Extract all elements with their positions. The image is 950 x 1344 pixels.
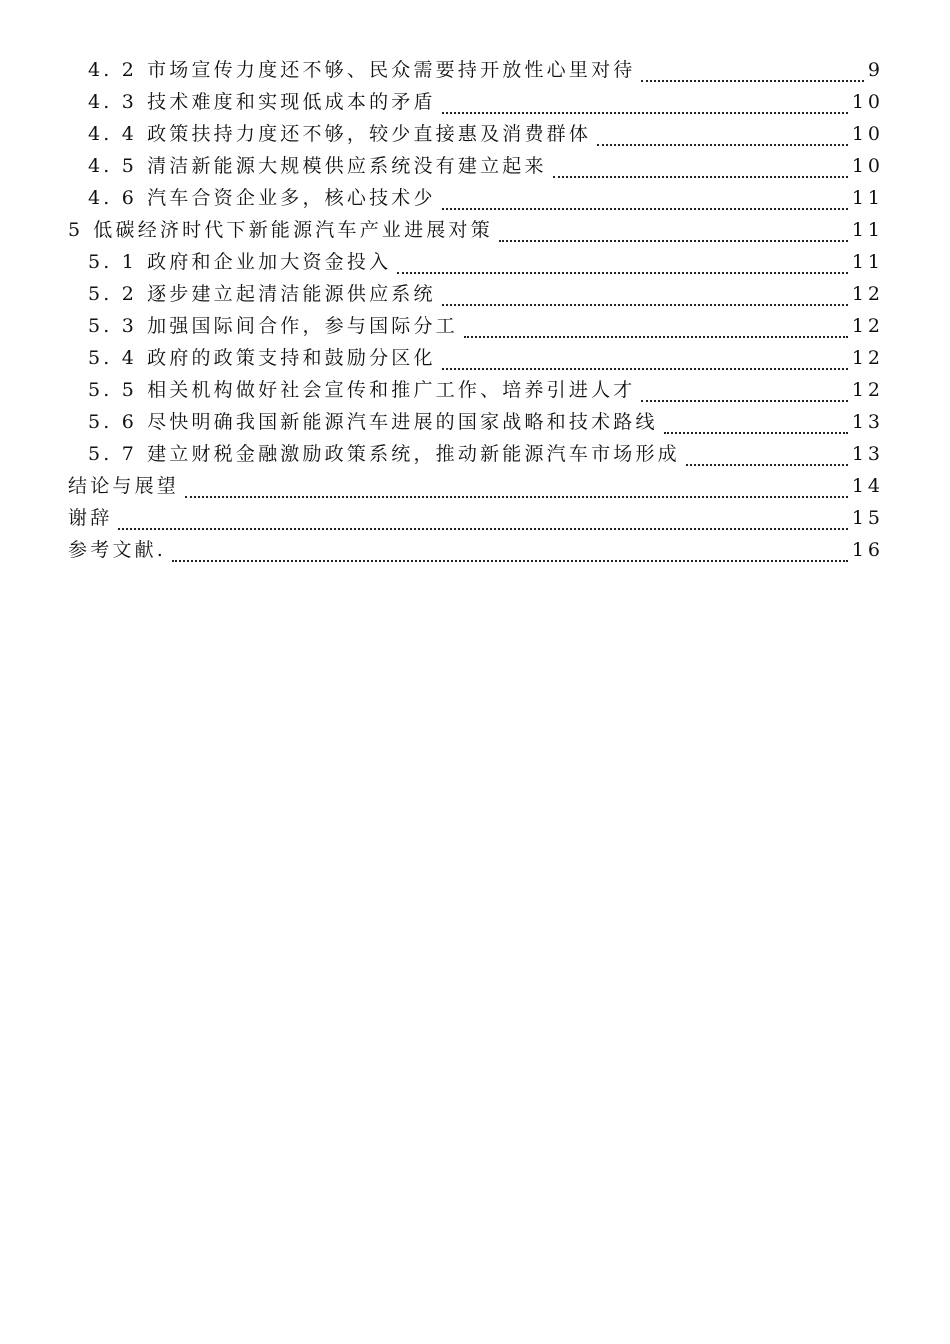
toc-entry-text: 逐步建立起清洁能源供应系统 (147, 283, 436, 305)
dot-leader (553, 175, 848, 178)
toc-entry-title (68, 218, 493, 248)
toc-entry-text: 相关机构做好社会宣传和推广工作、培养引进人才 (147, 379, 636, 401)
dot-leader (442, 303, 848, 306)
toc-entry-number: 4. 6 (88, 187, 138, 209)
toc-entry-page: 11 (851, 219, 884, 241)
dot-leader (172, 559, 848, 562)
dot-leader (464, 335, 848, 338)
toc-entry-text: 技术难度和实现低成本的矛盾 (147, 91, 436, 113)
dot-leader (442, 207, 848, 210)
toc-entry-number: 4. 4 (88, 123, 138, 145)
dot-leader (499, 239, 848, 242)
toc-entry-text: 政策扶持力度还不够，较少直接惠及消费群体 (147, 123, 592, 145)
dot-leader (442, 111, 848, 114)
toc-entry-text: 建立财税金融激励政策系统，推动新能源汽车市场形成 (147, 443, 680, 465)
toc-entry-page: 10 (851, 91, 884, 113)
toc-entry-title (88, 346, 436, 376)
toc-entry-text: 结论与展望 (68, 475, 180, 497)
toc-entry-page: 13 (851, 411, 884, 433)
toc-entry[interactable] (68, 536, 884, 568)
toc-entry-title (88, 282, 436, 312)
toc-entry-page: 12 (851, 347, 884, 369)
toc-entry[interactable] (68, 248, 884, 280)
toc-entry-page: 10 (851, 155, 884, 177)
toc-entry-text: 汽车合资企业多，核心技术少 (147, 187, 436, 209)
toc-entry-number: 5 (68, 219, 84, 241)
dot-leader (442, 367, 848, 370)
toc-entry-number: 5. 6 (88, 411, 138, 433)
toc-entry[interactable] (68, 152, 884, 184)
toc-entry-number: 5. 3 (88, 315, 138, 337)
toc-entry-title (88, 378, 635, 408)
toc-entry-text: 清洁新能源大规模供应系统没有建立起来 (147, 155, 547, 177)
toc-entry[interactable] (68, 440, 884, 472)
dot-leader (641, 79, 863, 82)
toc-entry-number: 5. 5 (88, 379, 138, 401)
toc-entry[interactable] (68, 472, 884, 504)
toc-entry[interactable] (68, 88, 884, 120)
toc-entry-number: 5. 7 (88, 443, 138, 465)
toc-entry-page: 10 (851, 123, 884, 145)
toc-entry[interactable] (68, 344, 884, 376)
toc-entry-text: 参考文献. (68, 539, 167, 561)
toc-entry[interactable] (68, 408, 884, 440)
dot-leader (686, 463, 848, 466)
toc-entry-text: 政府的政策支持和鼓励分区化 (147, 347, 436, 369)
toc-entry[interactable] (68, 504, 884, 536)
toc-entry-title (88, 122, 591, 152)
toc-entry[interactable] (68, 280, 884, 312)
toc-entry-text: 谢辞 (68, 507, 113, 529)
toc-entry-number: 4. 3 (88, 91, 138, 113)
dot-leader (185, 495, 848, 498)
toc-entry-number: 5. 1 (88, 251, 138, 273)
dot-leader (641, 399, 847, 402)
dot-leader (664, 431, 848, 434)
dot-leader (397, 271, 848, 274)
toc-entry-number: 4. 5 (88, 155, 138, 177)
toc-entry[interactable] (68, 56, 884, 88)
toc-entry-number: 5. 4 (88, 347, 138, 369)
toc-entry-text: 市场宣传力度还不够、民众需要持开放性心里对待 (147, 59, 636, 81)
toc-entry-page: 11 (851, 251, 884, 273)
toc-entry-page: 13 (851, 443, 884, 465)
toc-entry-page: 12 (851, 379, 884, 401)
toc-entry-page: 14 (851, 475, 884, 497)
toc-entry-number: 5. 2 (88, 283, 138, 305)
toc-entry-page: 16 (851, 539, 884, 561)
toc-entry-title (88, 410, 658, 440)
toc-entry-text: 低碳经济时代下新能源汽车产业进展对策 (93, 219, 493, 241)
toc-entry[interactable] (68, 376, 884, 408)
toc-entry-page: 12 (851, 315, 884, 337)
toc-entry-page: 15 (851, 507, 884, 529)
toc-entry-title (88, 58, 635, 88)
toc-entry-text: 加强国际间合作，参与国际分工 (147, 315, 458, 337)
toc-entry-title (88, 314, 458, 344)
toc-entry[interactable] (68, 184, 884, 216)
toc-entry[interactable] (68, 312, 884, 344)
toc-entry-title (68, 538, 166, 568)
toc-entry-title (68, 506, 112, 536)
toc-entry-title (88, 90, 436, 120)
toc-entry-text: 尽快明确我国新能源汽车进展的国家战略和技术路线 (147, 411, 658, 433)
toc-entry-number: 4. 2 (88, 59, 138, 81)
toc-entry-page: 12 (851, 283, 884, 305)
table-of-contents (68, 56, 884, 568)
dot-leader (597, 143, 848, 146)
dot-leader (118, 527, 847, 530)
toc-entry[interactable] (68, 120, 884, 152)
toc-entry-text: 政府和企业加大资金投入 (147, 251, 392, 273)
toc-entry-title (88, 154, 547, 184)
toc-entry-page: 9 (867, 59, 884, 81)
toc-entry-title (88, 442, 680, 472)
toc-entry-page: 11 (851, 187, 884, 209)
toc-entry-title (68, 474, 179, 504)
toc-entry[interactable] (68, 216, 884, 248)
toc-entry-title (88, 186, 436, 216)
toc-entry-title (88, 250, 391, 280)
